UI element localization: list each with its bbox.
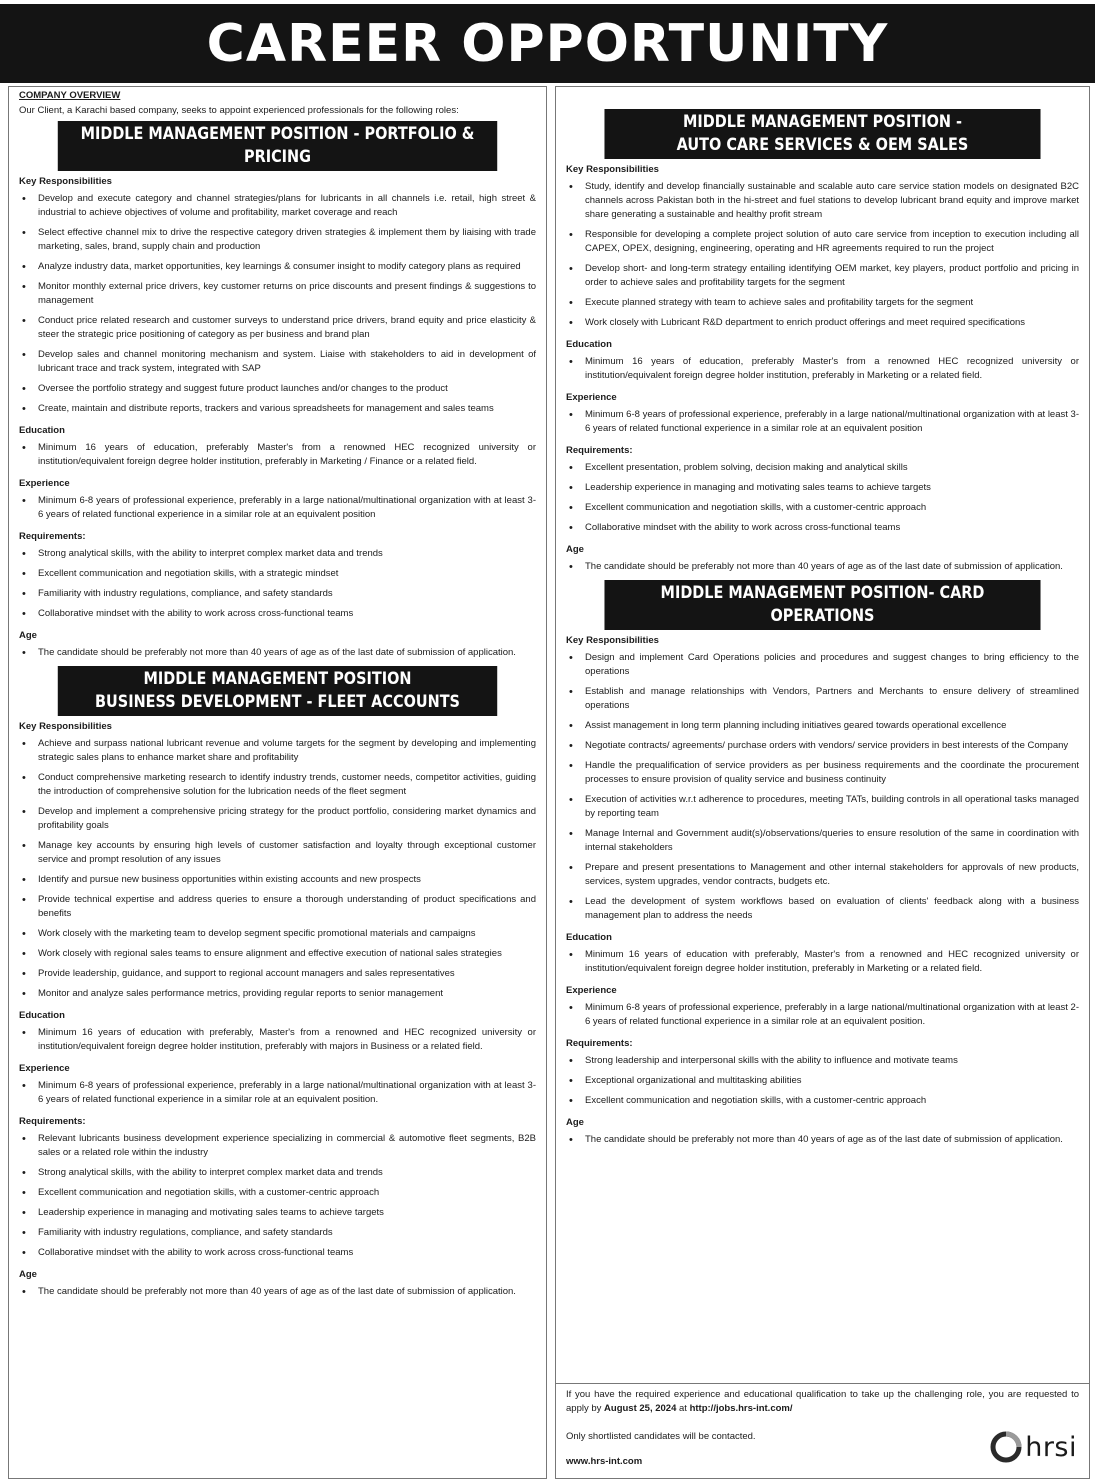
hrsi-logo-text: hrsi bbox=[1025, 1431, 1077, 1463]
list-item: • Analyze industry data, market opportunities, key learnings & consumer insight to modify category plans as required bbox=[19, 260, 536, 274]
list-item: • Handle the prequalification of service providers as per business requirements and the coordinate the procurement processes to ensure provision of quality service and business continuity bbox=[566, 759, 1079, 787]
bullet-list bbox=[566, 1133, 1079, 1147]
bullet-list bbox=[19, 737, 536, 1001]
bullet-list bbox=[19, 646, 536, 660]
section-heading: Requirements: bbox=[566, 445, 633, 456]
list-item: • Minimum 16 years of education, preferably Master's from a renowned HEC recognized university or institution/equivalent foreign degree holder institution, preferably in Marketing / Finance or a related field. bbox=[19, 441, 536, 469]
bullet-list bbox=[566, 560, 1079, 574]
list-item: • The candidate should be preferably not more than 40 years of age as of the last date of submission of application. bbox=[19, 646, 536, 660]
list-item: • Collaborative mindset with the ability to work across cross-functional teams bbox=[566, 521, 1079, 535]
list-item: • The candidate should be preferably not more than 40 years of age as of the last date of submission of application. bbox=[566, 560, 1079, 574]
position-title-line: BUSINESS DEVELOPMENT - FLEET ACCOUNTS bbox=[95, 692, 460, 712]
bullet-list bbox=[566, 355, 1079, 383]
apply-at-text: at bbox=[676, 1403, 690, 1414]
list-item: • Execution of activities w.r.t adherence to procedures, meeting TATs, building controls in all operational tasks managed by reporting team bbox=[566, 793, 1079, 821]
company-overview-heading: COMPANY OVERVIEW bbox=[19, 90, 121, 101]
list-item: • Leadership experience in managing and motivating sales teams to achieve targets bbox=[566, 481, 1079, 495]
list-item: • Minimum 6-8 years of professional experience, preferably in a large national/multinational organization with at least 3-6 years of related functional experience in a similar role at an equivalent position. bbox=[19, 1079, 536, 1107]
portfolio-pricing-section bbox=[19, 121, 536, 660]
list-item: • Minimum 16 years of education, preferably Master's from a renowned HEC recognized university or institution/equivalent foreign degree holder institution, preferably in Marketing or a related field. bbox=[566, 355, 1079, 383]
bullet-list bbox=[19, 494, 536, 522]
bullet-list bbox=[566, 1001, 1079, 1029]
list-item: • Develop and implement a comprehensive pricing strategy for the product portfolio, considering market dynamics and profitability goals bbox=[19, 805, 536, 833]
list-item: • Minimum 6-8 years of professional experience, preferably in a large national/multinational organization with at least 2-6 years of related functional experience in a similar role at an equivalent position. bbox=[566, 1001, 1079, 1029]
list-item: • Oversee the portfolio strategy and suggest future product launches and/or changes to the product bbox=[19, 382, 536, 396]
list-item: • Achieve and surpass national lubricant revenue and volume targets for the segment by developing and implementing strategic sales plans to enhance market share and profitability bbox=[19, 737, 536, 765]
bullet-list bbox=[566, 180, 1079, 330]
list-item: • Collaborative mindset with the ability to work across cross-functional teams bbox=[19, 1246, 536, 1260]
bullet-list bbox=[566, 651, 1079, 923]
bullet-list bbox=[566, 408, 1079, 436]
website-link[interactable]: www.hrs-int.com bbox=[566, 1456, 643, 1467]
left-column bbox=[8, 86, 547, 1479]
list-item: • Execute planned strategy with team to achieve sales and profitability targets for the segment bbox=[566, 296, 1079, 310]
list-item: • Conduct comprehensive marketing research to identify industry trends, customer needs, competitor activities, guiding the introduction of comprehensive solution for the lubrication needs of the fleet segment bbox=[19, 771, 536, 799]
bullet-list bbox=[19, 1079, 536, 1107]
list-item: • Minimum 6-8 years of professional experience, preferably in a large national/multinational organization with at least 3-6 years of related functional experience in a similar role at an equivalent position bbox=[566, 408, 1079, 436]
bullet-list bbox=[19, 1132, 536, 1260]
list-item: • Leadership experience in managing and motivating sales teams to achieve targets bbox=[19, 1206, 536, 1220]
bullet-list bbox=[19, 192, 536, 416]
list-item: • Relevant lubricants business development experience specializing in commercial & automotive fleet segments, B2B sales or a related role within the industry bbox=[19, 1132, 536, 1160]
section-heading: Experience bbox=[19, 1063, 70, 1074]
list-item: • Prepare and present presentations to Management and other internal stakeholders for approvals of new products, services, system upgrades, vendor contracts, budgets etc. bbox=[566, 861, 1079, 889]
list-item: • Minimum 16 years of education with preferably, Master's from a renowned and HEC recognized university or institution/equivalent foreign degree holder institution, preferably in Marketing or a related field. bbox=[566, 948, 1079, 976]
position-title-line: AUTO CARE SERVICES & OEM SALES bbox=[676, 135, 969, 155]
position-title-line: MIDDLE MANAGEMENT POSITION bbox=[143, 669, 412, 689]
list-item: • Familiarity with industry regulations, compliance, and safety standards bbox=[19, 1226, 536, 1240]
section-heading: Education bbox=[566, 932, 612, 943]
list-item: • Provide technical expertise and address queries to ensure a thorough understanding of product specifications and benefits bbox=[19, 893, 536, 921]
section-heading: Key Responsibilities bbox=[566, 635, 659, 646]
list-item: • Provide leadership, guidance, and support to regional account managers and sales representatives bbox=[19, 967, 536, 981]
list-item: • Minimum 16 years of education with preferably, Master's from a renowned and HEC recognized university or institution/equivalent foreign degree holder institution, preferably with majors in Business or a related field. bbox=[19, 1026, 536, 1054]
list-item: • Assist management in long term planning including initiatives geared towards operational excellence bbox=[566, 719, 1079, 733]
bullet-list bbox=[566, 461, 1079, 535]
list-item: • Strong analytical skills, with the ability to interpret complex market data and trends bbox=[19, 1166, 536, 1180]
list-item: • Develop and execute category and channel strategies/plans for lubricants in all channels i.e. retail, high street & industrial to achieve objectives of volume and profitability, market coverage and reach bbox=[19, 192, 536, 220]
section-heading: Requirements: bbox=[19, 1116, 86, 1127]
company-overview-text: Our Client, a Karachi based company, seeks to appoint experienced professionals for the following roles: bbox=[19, 105, 459, 116]
fleet-accounts-section bbox=[19, 666, 536, 1299]
list-item: • Work closely with Lubricant R&D department to enrich product offerings and meet required specifications bbox=[566, 316, 1079, 330]
bullet-list bbox=[566, 948, 1079, 976]
bullet-list bbox=[19, 441, 536, 469]
section-heading: Key Responsibilities bbox=[19, 721, 112, 732]
right-column bbox=[555, 86, 1090, 1479]
section-heading: Age bbox=[566, 544, 584, 555]
position-title-line: MIDDLE MANAGEMENT POSITION - bbox=[683, 112, 962, 132]
apply-instructions bbox=[566, 1388, 1079, 1416]
position-title-portfolio-pricing: MIDDLE MANAGEMENT POSITION - PORTFOLIO & PRICING bbox=[58, 121, 497, 171]
apply-link[interactable]: http://jobs.hrs-int.com/ bbox=[689, 1403, 793, 1414]
list-item: • Establish and manage relationships with Vendors, Partners and Merchants to ensure delivery of streamlined operations bbox=[566, 685, 1079, 713]
hrsi-logo-ring-icon bbox=[989, 1430, 1023, 1464]
list-item: • Work closely with regional sales teams to ensure alignment and effective execution of national sales strategies bbox=[19, 947, 536, 961]
list-item: • Design and implement Card Operations policies and procedures and suggest changes to bring efficiency to the operations bbox=[566, 651, 1079, 679]
position-title-auto-care bbox=[604, 109, 1040, 159]
auto-care-section bbox=[566, 109, 1079, 574]
list-item: • Develop short- and long-term strategy entailing identifying OEM market, key players, product portfolio and pricing in order to achieve sales and profitability targets for the segment bbox=[566, 262, 1079, 290]
list-item: • Excellent communication and negotiation skills, with a customer-centric approach bbox=[19, 1186, 536, 1200]
list-item: • Excellent presentation, problem solving, decision making and analytical skills bbox=[566, 461, 1079, 475]
shortlist-note: Only shortlisted candidates will be contacted. bbox=[566, 1431, 756, 1442]
list-item: • Monitor and analyze sales performance metrics, providing regular reports to senior management bbox=[19, 987, 536, 1001]
section-heading: Requirements: bbox=[19, 531, 86, 542]
section-heading: Age bbox=[566, 1117, 584, 1128]
list-item: • Manage key accounts by ensuring high levels of customer satisfaction and loyalty through exceptional customer service and prompt resolution of any issues bbox=[19, 839, 536, 867]
position-title-fleet-accounts bbox=[58, 666, 497, 716]
list-item: • Monitor monthly external price drivers, key customer returns on price discounts and present findings & suggestions to management bbox=[19, 280, 536, 308]
section-heading: Experience bbox=[19, 478, 70, 489]
apply-text: If you have the required experience and educational qualification to take up the challenging role, you are requested to apply by bbox=[566, 1389, 1079, 1414]
list-item: • Familiarity with industry regulations, compliance, and safety standards bbox=[19, 587, 536, 601]
list-item: • Identify and pursue new business opportunities within existing accounts and new prospects bbox=[19, 873, 536, 887]
page-title: CAREER OPPORTUNITY bbox=[206, 14, 889, 74]
list-item: • Exceptional organizational and multitasking abilities bbox=[566, 1074, 1079, 1088]
list-item: • Develop sales and channel monitoring mechanism and system. Liaise with stakeholders to aid in development of lubricant trace and track system, integrated with SAP bbox=[19, 348, 536, 376]
list-item: • Work closely with the marketing team to develop segment specific promotional materials and campaigns bbox=[19, 927, 536, 941]
hrsi-logo bbox=[989, 1430, 1077, 1464]
section-heading: Key Responsibilities bbox=[566, 164, 659, 175]
banner-top-line bbox=[0, 0, 1095, 4]
bullet-list bbox=[19, 1026, 536, 1054]
list-item: • Manage Internal and Government audit(s)/observations/queries to ensure resolution of the same in coordination with internal stakeholders bbox=[566, 827, 1079, 855]
apply-deadline: August 25, 2024 bbox=[604, 1403, 677, 1414]
list-item: • Minimum 6-8 years of professional experience, preferably in a large national/multinational organization with at least 3-6 years of related functional experience in a similar role at an equivalent position bbox=[19, 494, 536, 522]
list-item: • The candidate should be preferably not more than 40 years of age as of the last date of submission of application. bbox=[566, 1133, 1079, 1147]
card-operations-section bbox=[566, 580, 1079, 1147]
section-heading: Experience bbox=[566, 392, 617, 403]
section-heading: Experience bbox=[566, 985, 617, 996]
list-item: • Study, identify and develop financially sustainable and scalable auto care service station models on designated B2C channels across Pakistan both in the hi-street and fuel stations to develop lubricant brand equity and improve market share generating a sustainable and healthy profit stream bbox=[566, 180, 1079, 222]
section-heading: Key Responsibilities bbox=[19, 176, 112, 187]
list-item: • Negotiate contracts/ agreements/ purchase orders with vendors/ service providers in best interests of the Company bbox=[566, 739, 1079, 753]
bullet-list bbox=[19, 1285, 536, 1299]
section-heading: Education bbox=[19, 1010, 65, 1021]
section-heading: Education bbox=[566, 339, 612, 350]
list-item: • Conduct price related research and customer surveys to understand price drivers, brand equity and price elasticity & steer the strategic price positioning of category as per business and brand plan bbox=[19, 314, 536, 342]
section-heading: Age bbox=[19, 630, 37, 641]
list-item: • Excellent communication and negotiation skills, with a customer-centric approach bbox=[566, 1094, 1079, 1108]
list-item: • Select effective channel mix to drive the respective category driven strategies & implement them by liaising with trade marketing, sales, brand, supply chain and production bbox=[19, 226, 536, 254]
list-item: • Lead the development of system workflows based on evaluation of clients' feedback along with a business management plan to address the needs bbox=[566, 895, 1079, 923]
list-item: • Excellent communication and negotiation skills, with a customer-centric approach bbox=[566, 501, 1079, 515]
section-heading: Education bbox=[19, 425, 65, 436]
list-item: • Responsible for developing a complete project solution of auto care service from inception to execution including all CAPEX, OPEX, designing, engineering, operating and HR agreements required to run the project bbox=[566, 228, 1079, 256]
list-item: • Strong leadership and interpersonal skills with the ability to influence and motivate teams bbox=[566, 1054, 1079, 1068]
bullet-list bbox=[566, 1054, 1079, 1108]
list-item: • Collaborative mindset with the ability to work across cross-functional teams bbox=[19, 607, 536, 621]
section-heading: Age bbox=[19, 1269, 37, 1280]
position-title-card-operations: MIDDLE MANAGEMENT POSITION- CARD OPERATIONS bbox=[604, 580, 1040, 630]
list-item: • Excellent communication and negotiation skills, with a strategic mindset bbox=[19, 567, 536, 581]
list-item: • The candidate should be preferably not more than 40 years of age as of the last date of submission of application. bbox=[19, 1285, 536, 1299]
banner bbox=[0, 0, 1095, 83]
section-heading: Requirements: bbox=[566, 1038, 633, 1049]
footer-divider bbox=[556, 1383, 1089, 1384]
bullet-list bbox=[19, 547, 536, 621]
list-item: • Create, maintain and distribute reports, trackers and various spreadsheets for management and sales teams bbox=[19, 402, 536, 416]
list-item: • Strong analytical skills, with the ability to interpret complex market data and trends bbox=[19, 547, 536, 561]
